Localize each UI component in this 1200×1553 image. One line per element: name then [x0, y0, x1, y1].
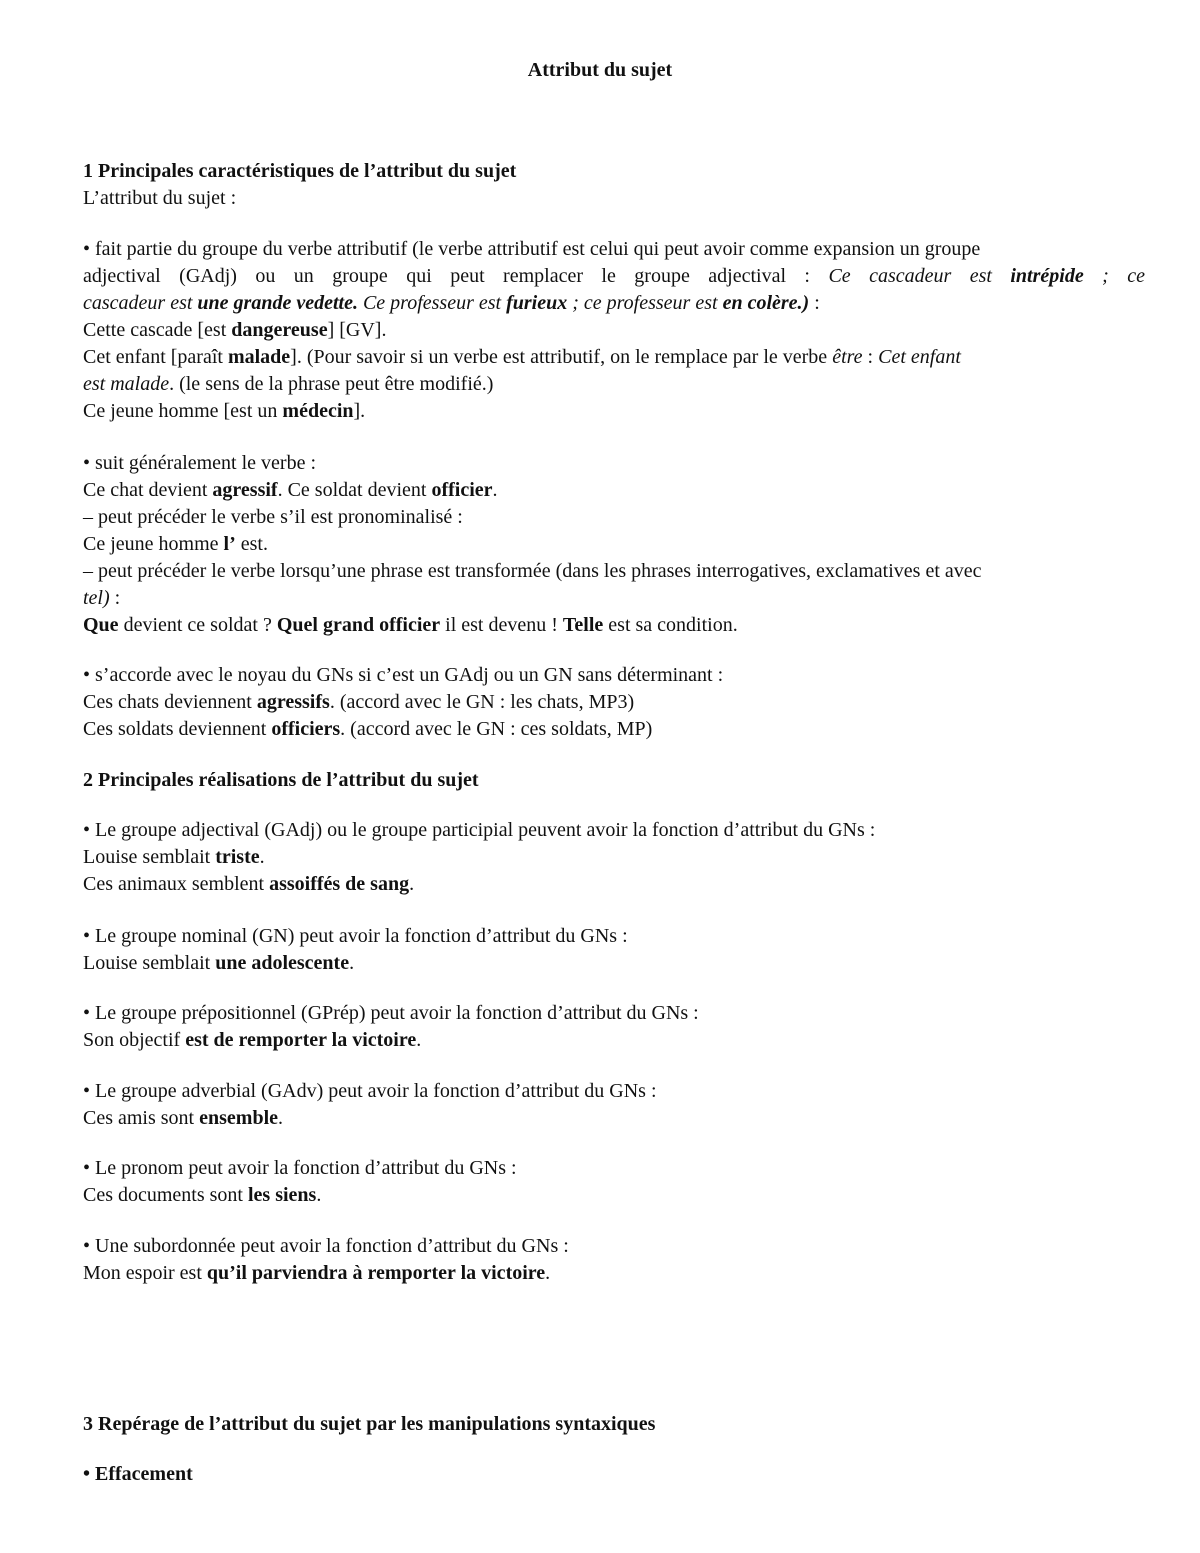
item-line: • Le groupe adjectival (GAdj) ou le groupe participial peuvent avoir la fonction d’attribut du GNs : — [83, 819, 876, 841]
paragraph-line: Ce chat devient agressif. Ce soldat devient officier. — [83, 479, 498, 501]
paragraph-line: Cet enfant [paraît malade]. (Pour savoir si un verbe est attributif, on le remplace par le verbe être : Cet enfant — [83, 346, 961, 368]
section-2-item-2 — [83, 923, 1145, 977]
paragraph-line: est malade. (le sens de la phrase peut être modifié.) — [83, 373, 494, 395]
paragraph-line: Ce jeune homme [est un médecin]. — [83, 400, 366, 422]
section-2-item-1 — [83, 817, 1145, 898]
item-line: • Le pronom peut avoir la fonction d’attribut du GNs : — [83, 1157, 517, 1179]
item-line: Ces documents sont les siens. — [83, 1184, 322, 1206]
paragraph-line: • fait partie du groupe du verbe attributif (le verbe attributif est celui qui peut avoir comme expansion un groupe — [83, 238, 981, 260]
paragraph-line: adjectival (GAdj) ou un groupe qui peut remplacer le groupe adjectival : Ce cascadeur est intrépide ; ce — [83, 265, 1145, 287]
item-line: • Une subordonnée peut avoir la fonction d’attribut du GNs : — [83, 1235, 569, 1257]
paragraph-line: Que devient ce soldat ? Quel grand officier il est devenu ! Telle est sa condition. — [83, 614, 738, 636]
paragraph-line: • s’accorde avec le noyau du GNs si c’est un GAdj ou un GN sans déterminant : — [83, 664, 724, 686]
section-1-heading: 1 Principales caractéristiques de l’attribut du sujet — [83, 160, 517, 182]
section-2-item-4 — [83, 1078, 1145, 1132]
section-1-paragraph-1 — [83, 236, 1145, 425]
section-2-heading: 2 Principales réalisations de l’attribut du sujet — [83, 769, 479, 791]
item-line: • Le groupe adverbial (GAdv) peut avoir la fonction d’attribut du GNs : — [83, 1080, 657, 1102]
section-1-intro: L’attribut du sujet : — [83, 187, 237, 209]
section-1-paragraph-3 — [83, 662, 1145, 743]
paragraph-line: – peut précéder le verbe lorsqu’une phrase est transformée (dans les phrases interrogatives, exclamatives et avec — [83, 560, 982, 582]
item-line: Son objectif est de remporter la victoire. — [83, 1029, 422, 1051]
document-title: Attribut du sujet — [527, 59, 673, 81]
item-line: Ces animaux semblent assoiffés de sang. — [83, 873, 415, 895]
paragraph-line: tel) : — [83, 587, 121, 609]
item-line: • Le groupe prépositionnel (GPrép) peut avoir la fonction d’attribut du GNs : — [83, 1002, 699, 1024]
item-line: Mon espoir est qu’il parviendra à remporter la victoire. — [83, 1262, 551, 1284]
section-3 — [83, 1411, 1145, 1438]
item-line: • Le groupe nominal (GN) peut avoir la fonction d’attribut du GNs : — [83, 925, 628, 947]
item-line: Louise semblait triste. — [83, 846, 265, 868]
section-2-item-3 — [83, 1000, 1145, 1054]
paragraph-line: – peut précéder le verbe s’il est pronominalisé : — [83, 506, 463, 528]
section-3-item — [83, 1461, 1145, 1488]
paragraph-line: Ces soldats deviennent officiers. (accord avec le GN : ces soldats, MP) — [83, 718, 653, 740]
section-2-heading-block — [83, 767, 1145, 794]
paragraph-line: Cette cascade [est dangereuse] [GV]. — [83, 319, 387, 341]
section-1-paragraph-2 — [83, 450, 1145, 639]
paragraph-line: Ces chats deviennent agressifs. (accord avec le GN : les chats, MP3) — [83, 691, 635, 713]
section-2-item-5 — [83, 1155, 1145, 1209]
section-3-item-effacement: • Effacement — [83, 1463, 193, 1485]
paragraph-line: cascadeur est une grande vedette. Ce professeur est furieux ; ce professeur est en colère.) : — [83, 292, 820, 314]
section-2-item-6 — [83, 1233, 1145, 1287]
paragraph-line: • suit généralement le verbe : — [83, 452, 317, 474]
item-line: Louise semblait une adolescente. — [83, 952, 355, 974]
section-1 — [83, 158, 1145, 212]
section-3-heading: 3 Repérage de l’attribut du sujet par les manipulations syntaxiques — [83, 1413, 656, 1435]
paragraph-line: Ce jeune homme l’ est. — [83, 533, 268, 555]
item-line: Ces amis sont ensemble. — [83, 1107, 284, 1129]
